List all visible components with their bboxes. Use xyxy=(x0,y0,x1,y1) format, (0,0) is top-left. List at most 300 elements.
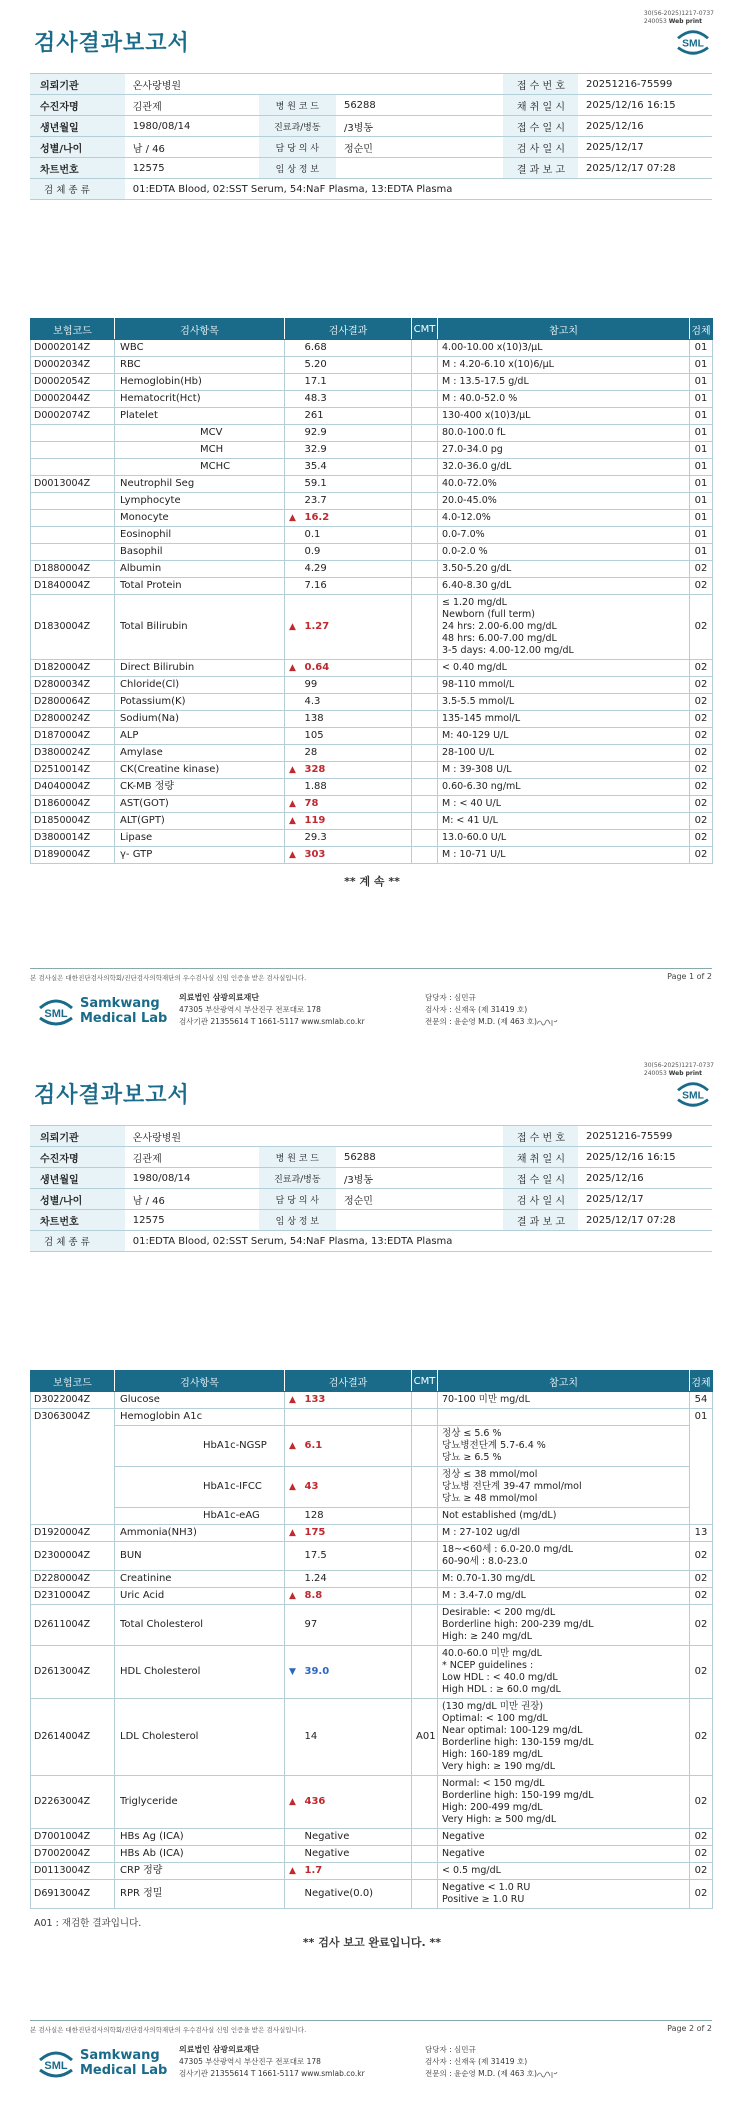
test-item: LDL Cholesterol xyxy=(115,1699,285,1776)
report-title: 검사결과보고서 xyxy=(34,1083,190,1108)
reference-range: Negative < 1.0 RU Positive ≥ 1.0 RU xyxy=(438,1880,690,1909)
comment-code xyxy=(412,728,438,745)
result-row xyxy=(31,1880,713,1909)
test-result: 175 xyxy=(300,1525,412,1542)
reference-range: 정상 ≤ 5.6 % 당뇨병전단계 5.7-6.4 % 당뇨 ≥ 6.5 % xyxy=(438,1426,690,1467)
empty-cell xyxy=(420,137,502,158)
report: 2025/12/17 07:28 xyxy=(578,1210,712,1231)
flag-cell xyxy=(285,459,300,476)
up-triangle-icon: ▲ xyxy=(289,1528,296,1538)
up-triangle-icon: ▲ xyxy=(289,799,296,809)
column-header: 검사항목 xyxy=(115,1371,285,1392)
comment-code xyxy=(412,459,438,476)
reference-range: 13.0-60.0 U/L xyxy=(438,830,690,847)
reference-range: 0.0-2.0 % xyxy=(438,544,690,561)
test-result: 59.1 xyxy=(300,476,412,493)
result-row xyxy=(31,677,713,694)
result-row xyxy=(31,527,713,544)
specimen-label: 검 체 종 류 xyxy=(30,1231,125,1252)
test-result: 43 xyxy=(300,1467,412,1508)
flag-cell xyxy=(285,391,300,408)
stamp-line: 240053 xyxy=(643,1070,667,1077)
result-row xyxy=(31,374,713,391)
results-header-row xyxy=(31,319,713,340)
specialist-name: 전문의 : 윤순영 M.D. (제 463 호) xyxy=(425,1017,537,1026)
flag-cell xyxy=(285,510,300,527)
result-row xyxy=(31,408,713,425)
test-item: Hemoglobin(Hb) xyxy=(115,374,285,391)
test-result: 328 xyxy=(300,762,412,779)
footer-divider xyxy=(30,2020,712,2021)
info-row xyxy=(30,1168,712,1189)
specimen-code: 01 xyxy=(690,442,713,459)
test-item: HbA1c-eAG xyxy=(115,1508,285,1525)
flag-cell xyxy=(285,561,300,578)
result-row xyxy=(31,1467,713,1508)
flag-cell xyxy=(285,1863,300,1880)
specimen-code: 02 xyxy=(690,1646,713,1699)
specimen-code: 02 xyxy=(690,561,713,578)
comment-code xyxy=(412,510,438,527)
test-result: 4.29 xyxy=(300,561,412,578)
patient: 김관제 xyxy=(125,1147,259,1168)
test-result: 23.7 xyxy=(300,493,412,510)
chart-label: 차트번호 xyxy=(30,1210,125,1231)
test-item: MCH xyxy=(115,442,285,459)
test-item: ALP xyxy=(115,728,285,745)
flag-cell xyxy=(285,711,300,728)
result-row xyxy=(31,813,713,830)
insurance-code: D1830004Z xyxy=(31,595,115,660)
test-item: HBs Ag (ICA) xyxy=(115,1829,285,1846)
up-triangle-icon: ▲ xyxy=(289,622,296,632)
flag-cell xyxy=(285,1880,300,1909)
result-row xyxy=(31,578,713,595)
flag-cell xyxy=(285,442,300,459)
test-item: Creatinine xyxy=(115,1571,285,1588)
specimen-code: 01 xyxy=(690,357,713,374)
test-item: Eosinophil xyxy=(115,527,285,544)
flag-cell xyxy=(285,357,300,374)
flag-cell xyxy=(285,1699,300,1776)
result-row xyxy=(31,711,713,728)
test-item: HbA1c-NGSP xyxy=(115,1426,285,1467)
insurance-code: D3063004Z xyxy=(31,1409,115,1525)
reference-range: 0.60-6.30 ng/mL xyxy=(438,779,690,796)
test-item: Direct Bilirubin xyxy=(115,660,285,677)
result-row xyxy=(31,1699,713,1776)
test-result: Negative xyxy=(300,1829,412,1846)
test-item: Total Protein xyxy=(115,578,285,595)
test-result: 133 xyxy=(300,1392,412,1409)
result-row xyxy=(31,1605,713,1646)
test-result: 0.9 xyxy=(300,544,412,561)
print-stamp xyxy=(644,10,714,26)
flag-cell xyxy=(285,1525,300,1542)
insurance-code: D7002004Z xyxy=(31,1846,115,1863)
test-result: 105 xyxy=(300,728,412,745)
empty-cell xyxy=(420,1168,502,1189)
reference-range xyxy=(438,1409,690,1426)
receipt-no-label: 접 수 번 호 xyxy=(503,74,578,95)
test-item: Sodium(Na) xyxy=(115,711,285,728)
info-row xyxy=(30,1231,712,1252)
insurance-code: D1920004Z xyxy=(31,1525,115,1542)
hospital-code: 56288 xyxy=(336,1147,420,1168)
sml-logo-icon xyxy=(36,996,76,1028)
insurance-code: D2800064Z xyxy=(31,694,115,711)
comment-code xyxy=(412,1846,438,1863)
insurance-code: D2800024Z xyxy=(31,711,115,728)
institution-label: 의뢰기관 xyxy=(30,1126,125,1147)
collection-label: 채 취 일 시 xyxy=(503,95,578,116)
specimen-code: 01 xyxy=(690,374,713,391)
insurance-code: D1840004Z xyxy=(31,578,115,595)
insurance-code: D0002014Z xyxy=(31,340,115,357)
specimen-code: 02 xyxy=(690,1846,713,1863)
comment-code xyxy=(412,745,438,762)
reference-range: 80.0-100.0 fL xyxy=(438,425,690,442)
lab-name-line: Medical Lab xyxy=(80,2063,168,2078)
result-row xyxy=(31,476,713,493)
result-row xyxy=(31,391,713,408)
result-row xyxy=(31,1542,713,1571)
up-triangle-icon: ▲ xyxy=(289,513,296,523)
comment-code xyxy=(412,493,438,510)
test-date-label: 검 사 일 시 xyxy=(503,137,578,158)
test-result: 436 xyxy=(300,1776,412,1829)
specimen-code: 01 xyxy=(690,391,713,408)
doctor: 정순민 xyxy=(336,137,420,158)
doctor-label: 담 당 의 사 xyxy=(259,137,336,158)
insurance-code: D1890004Z xyxy=(31,847,115,864)
contact-info: 검사기관 21355614 T 1661-5117 www.smlab.co.kr xyxy=(179,2069,365,2078)
test-result: 0.64 xyxy=(300,660,412,677)
test-item: Neutrophil Seg xyxy=(115,476,285,493)
flag-cell xyxy=(285,527,300,544)
patient-info-table xyxy=(30,73,712,200)
address: 47305 부산광역시 부산진구 전포대로 178 xyxy=(179,1005,321,1014)
comment-code xyxy=(412,357,438,374)
test-result: 16.2 xyxy=(300,510,412,527)
reference-range: (130 mg/dL 미만 권장) Optimal: < 100 mg/dL Near optimal: 100-129 mg/dL Borderline high: 130-159 mg/dL High: 160-189 mg/dL Very high: ≥ 190 mg/dL xyxy=(438,1699,690,1776)
dob: 1980/08/14 xyxy=(125,116,259,137)
result-row xyxy=(31,595,713,660)
reference-range: 27.0-34.0 pg xyxy=(438,442,690,459)
test-item: WBC xyxy=(115,340,285,357)
insurance-code: D1850004Z xyxy=(31,813,115,830)
result-row xyxy=(31,1508,713,1525)
tester-name: 검사자 : 신재욱 (제 31419 호) xyxy=(425,2057,528,2066)
column-header: 검사결과 xyxy=(285,1371,412,1392)
print-stamp xyxy=(644,1062,714,1078)
logo-text: SML xyxy=(682,38,704,50)
specimen-code: 02 xyxy=(690,1542,713,1571)
info-row xyxy=(30,1210,712,1231)
comment-code xyxy=(412,1776,438,1829)
result-row xyxy=(31,745,713,762)
test-item: ALT(GPT) xyxy=(115,813,285,830)
test-result: 261 xyxy=(300,408,412,425)
specimen: 01:EDTA Blood, 02:SST Serum, 54:NaF Plasma, 13:EDTA Plasma xyxy=(125,179,712,200)
reference-range: M : 27-102 ug/dl xyxy=(438,1525,690,1542)
report-end-marker: ** 검사 보고 완료입니다. ** xyxy=(302,1936,442,1949)
specimen-code: 01 xyxy=(690,544,713,561)
specimen-code: 02 xyxy=(690,1829,713,1846)
manager-name: 담당자 : 심민규 xyxy=(425,993,476,1002)
result-row xyxy=(31,1409,713,1426)
test-item: Amylase xyxy=(115,745,285,762)
specimen-code: 01 xyxy=(690,408,713,425)
comment-code xyxy=(412,408,438,425)
info-row xyxy=(30,95,712,116)
organization-name: 의료법인 삼광의료재단 xyxy=(179,993,260,1002)
hospital-code: 56288 xyxy=(336,95,420,116)
result-row xyxy=(31,847,713,864)
chart-label: 차트번호 xyxy=(30,158,125,179)
insurance-code: D2800034Z xyxy=(31,677,115,694)
flag-cell xyxy=(285,595,300,660)
hospital-code-label: 병 원 코 드 xyxy=(259,95,336,116)
comment-code xyxy=(412,830,438,847)
result-row xyxy=(31,1426,713,1467)
receipt-no-label: 접 수 번 호 xyxy=(503,1126,578,1147)
test-result: 1.7 xyxy=(300,1863,412,1880)
specimen-code: 02 xyxy=(690,745,713,762)
flag-cell xyxy=(285,1409,300,1426)
stamp-line: 30(56-2025)1217-0737 xyxy=(643,10,714,17)
test-item: Total Cholesterol xyxy=(115,1605,285,1646)
reference-range: 32.0-36.0 g/dL xyxy=(438,459,690,476)
flag-cell xyxy=(285,1542,300,1571)
specimen-code: 02 xyxy=(690,1863,713,1880)
reference-range: 6.40-8.30 g/dL xyxy=(438,578,690,595)
reference-range: 28-100 U/L xyxy=(438,745,690,762)
column-header: 검체 xyxy=(690,1371,713,1392)
result-row xyxy=(31,830,713,847)
insurance-code: D3800014Z xyxy=(31,830,115,847)
insurance-code: D0002034Z xyxy=(31,357,115,374)
dept: /3병동 xyxy=(336,1168,420,1189)
comment-code xyxy=(412,1508,438,1525)
organization-name: 의료법인 삼광의료재단 xyxy=(179,2045,260,2054)
insurance-code: D0002044Z xyxy=(31,391,115,408)
report-page xyxy=(0,1052,744,2104)
result-row xyxy=(31,1571,713,1588)
result-row xyxy=(31,779,713,796)
reference-range: 98-110 mmol/L xyxy=(438,677,690,694)
test-item: BUN xyxy=(115,1542,285,1571)
reference-range: Desirable: < 200 mg/dL Borderline high: 200-239 mg/dL High: ≥ 240 mg/dL xyxy=(438,1605,690,1646)
specimen-code: 02 xyxy=(690,762,713,779)
reference-range: 0.0-7.0% xyxy=(438,527,690,544)
insurance-code: D1860004Z xyxy=(31,796,115,813)
insurance-code: D3022004Z xyxy=(31,1392,115,1409)
collection: 2025/12/16 16:15 xyxy=(578,95,712,116)
comment-code xyxy=(412,1409,438,1426)
test-result: 303 xyxy=(300,847,412,864)
flag-cell xyxy=(285,408,300,425)
test-result: 97 xyxy=(300,1605,412,1646)
result-row xyxy=(31,442,713,459)
flag-cell xyxy=(285,374,300,391)
empty-cell xyxy=(420,1189,502,1210)
test-result: 32.9 xyxy=(300,442,412,459)
specimen-code: 13 xyxy=(690,1525,713,1542)
test-result: 48.3 xyxy=(300,391,412,408)
insurance-code: D2280004Z xyxy=(31,1571,115,1588)
chart: 12575 xyxy=(125,158,259,179)
test-result: 6.1 xyxy=(300,1426,412,1467)
flag-cell xyxy=(285,847,300,864)
insurance-code xyxy=(31,510,115,527)
dept-label: 진료과/병동 xyxy=(259,116,336,137)
column-header: 보험코드 xyxy=(31,319,115,340)
test-result: 14 xyxy=(300,1699,412,1776)
specimen-code: 54 xyxy=(690,1392,713,1409)
column-header: 보험코드 xyxy=(31,1371,115,1392)
clinical-label: 임 상 정 보 xyxy=(259,158,336,179)
column-header: 참고치 xyxy=(438,319,690,340)
specimen: 01:EDTA Blood, 02:SST Serum, 54:NaF Plasma, 13:EDTA Plasma xyxy=(125,1231,712,1252)
reference-range: M : 3.4-7.0 mg/dL xyxy=(438,1588,690,1605)
test-result: Negative xyxy=(300,1846,412,1863)
test-item: Hematocrit(Hct) xyxy=(115,391,285,408)
specimen-code: 01 xyxy=(690,425,713,442)
reference-range: 40.0-72.0% xyxy=(438,476,690,493)
comment-code xyxy=(412,595,438,660)
test-result: 29.3 xyxy=(300,830,412,847)
reference-range: 정상 ≤ 38 mmol/mol 당뇨병 전단계 39-47 mmol/mol 당뇨 ≥ 48 mmol/mol xyxy=(438,1467,690,1508)
info-row xyxy=(30,137,712,158)
flag-cell xyxy=(285,340,300,357)
insurance-code: D2611004Z xyxy=(31,1605,115,1646)
result-row xyxy=(31,1776,713,1829)
specimen-code: 02 xyxy=(690,1605,713,1646)
reference-range: M : 13.5-17.5 g/dL xyxy=(438,374,690,391)
test-item: Albumin xyxy=(115,561,285,578)
specimen-code: 01 xyxy=(690,527,713,544)
doctor-label: 담 당 의 사 xyxy=(259,1189,336,1210)
test-item: RBC xyxy=(115,357,285,374)
reference-range: 135-145 mmol/L xyxy=(438,711,690,728)
sexage: 남 / 46 xyxy=(125,137,259,158)
reference-range: 4.00-10.00 x(10)3/μL xyxy=(438,340,690,357)
result-row xyxy=(31,1863,713,1880)
test-result: 7.16 xyxy=(300,578,412,595)
insurance-code: D0013004Z xyxy=(31,476,115,493)
test-result: 138 xyxy=(300,711,412,728)
test-date: 2025/12/17 xyxy=(578,1189,712,1210)
signature-icon xyxy=(535,1016,559,1028)
reference-range: M : 40.0-52.0 % xyxy=(438,391,690,408)
result-row xyxy=(31,544,713,561)
receipt-date: 2025/12/16 xyxy=(578,116,712,137)
specimen-code: 02 xyxy=(690,711,713,728)
certification-note: 본 검사실은 대한진단검사의학회/진단검사의학재단의 우수검사실 신임 인증을 받은 검사실입니다. xyxy=(30,974,307,982)
insurance-code: D0002074Z xyxy=(31,408,115,425)
comment-code xyxy=(412,813,438,830)
flag-cell xyxy=(285,1776,300,1829)
insurance-code xyxy=(31,425,115,442)
insurance-code: D0113004Z xyxy=(31,1863,115,1880)
reference-range: 20.0-45.0% xyxy=(438,493,690,510)
results-header-row xyxy=(31,1371,713,1392)
test-item: MCV xyxy=(115,425,285,442)
column-header: 검체 xyxy=(690,319,713,340)
comment-code xyxy=(412,1829,438,1846)
reference-range: Not established (mg/dL) xyxy=(438,1508,690,1525)
test-result: 35.4 xyxy=(300,459,412,476)
sml-logo-icon xyxy=(674,1079,712,1109)
column-header: 검사항목 xyxy=(115,319,285,340)
flag-cell xyxy=(285,694,300,711)
test-item: RPR 정밀 xyxy=(115,1880,285,1909)
lab-address-block xyxy=(179,992,365,1028)
stamp-bold: Web print xyxy=(668,18,703,25)
flag-cell xyxy=(285,779,300,796)
flag-cell xyxy=(285,728,300,745)
comment-code xyxy=(412,762,438,779)
insurance-code: D6913004Z xyxy=(31,1880,115,1909)
report-label: 결 과 보 고 xyxy=(503,158,578,179)
logo-text: SML xyxy=(44,2060,68,2072)
test-result: 128 xyxy=(300,1508,412,1525)
result-row xyxy=(31,561,713,578)
comment-code xyxy=(412,374,438,391)
test-item: Basophil xyxy=(115,544,285,561)
reference-range: Negative xyxy=(438,1846,690,1863)
reference-range: M: < 41 U/L xyxy=(438,813,690,830)
signatory-block xyxy=(425,2044,537,2080)
insurance-code xyxy=(31,544,115,561)
up-triangle-icon: ▲ xyxy=(289,850,296,860)
comment-code xyxy=(412,544,438,561)
test-item: Triglyceride xyxy=(115,1776,285,1829)
patient-label: 수진자명 xyxy=(30,1147,125,1168)
comment-code xyxy=(412,1863,438,1880)
manager-name: 담당자 : 심민규 xyxy=(425,2045,476,2054)
result-row xyxy=(31,1829,713,1846)
comment-code xyxy=(412,476,438,493)
info-row xyxy=(30,74,712,95)
test-result: 1.24 xyxy=(300,1571,412,1588)
comment-code xyxy=(412,1880,438,1909)
test-result xyxy=(300,1409,412,1426)
comment-code xyxy=(412,1605,438,1646)
up-triangle-icon: ▲ xyxy=(289,1395,296,1405)
specimen-code: 02 xyxy=(690,595,713,660)
reference-range: 18~<60세 : 6.0-20.0 mg/dL 60-90세 : 8.0-23.0 xyxy=(438,1542,690,1571)
column-header: 참고치 xyxy=(438,1371,690,1392)
test-result: 39.0 xyxy=(300,1646,412,1699)
comment-legend: A01 : 재검한 결과입니다. xyxy=(34,1918,142,1929)
test-result: 92.9 xyxy=(300,425,412,442)
comment-code xyxy=(412,796,438,813)
empty-cell xyxy=(420,95,502,116)
flag-cell xyxy=(285,796,300,813)
test-result: 5.20 xyxy=(300,357,412,374)
lab-logo xyxy=(36,994,176,1032)
flag-cell xyxy=(285,1588,300,1605)
flag-cell xyxy=(285,660,300,677)
test-result: 0.1 xyxy=(300,527,412,544)
up-triangle-icon: ▲ xyxy=(289,1482,296,1492)
result-row xyxy=(31,694,713,711)
specimen-code: 02 xyxy=(690,830,713,847)
insurance-code: D2613004Z xyxy=(31,1646,115,1699)
sexage-label: 성별/나이 xyxy=(30,1189,125,1210)
